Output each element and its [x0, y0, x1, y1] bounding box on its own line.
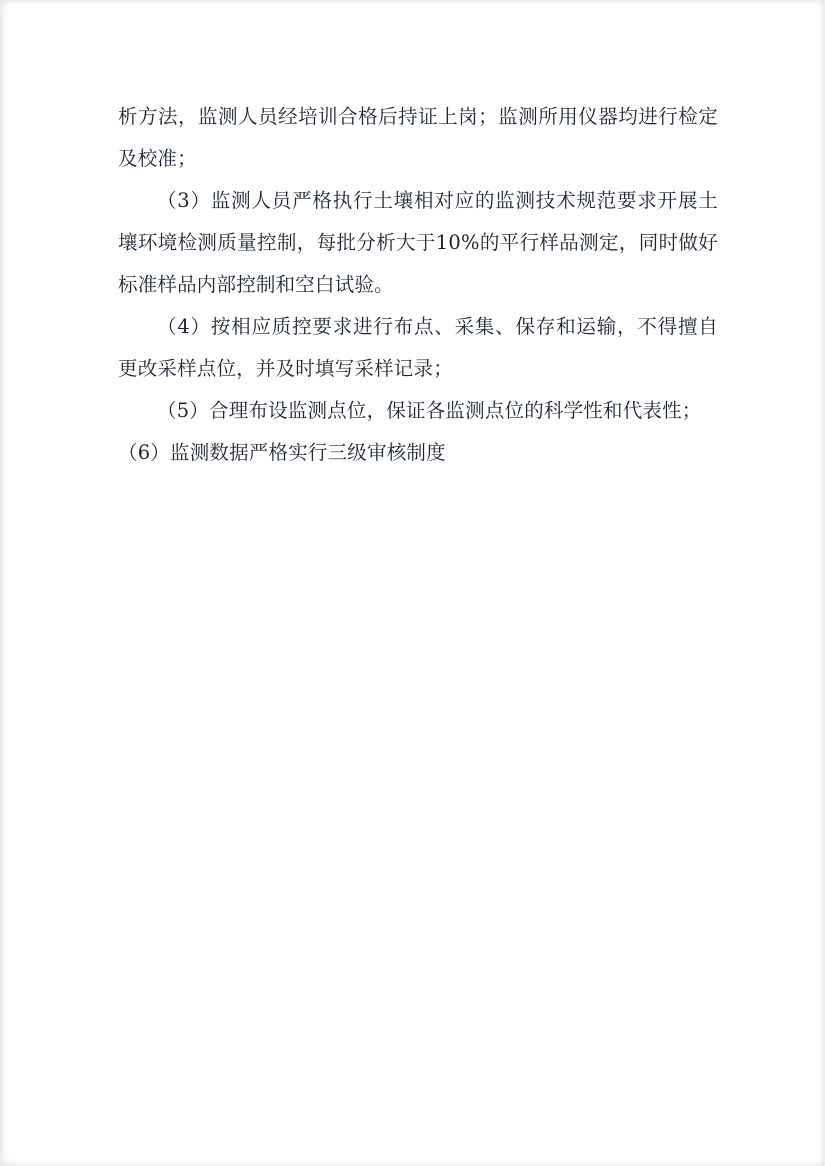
paragraph-item-6: （6）监测数据严格实行三级审核制度	[118, 441, 446, 464]
page-text-body	[118, 96, 718, 474]
paragraph-item-5: （5）合理布设监测点位，保证各监测点位的科学性和代表性；	[157, 399, 702, 422]
paragraph-item-3: （3）监测人员严格执行土壤相对应的监测技术规范要求开展土壤环境检测质量控制，每批分析大于10%的平行样品测定，同时做好标准样品内部控制和空白试验。	[118, 189, 718, 296]
paragraph-item-4: （4）按相应质控要求进行布点、采集、保存和运输，不得擅自更改采样点位，并及时填写采样记录；	[118, 315, 718, 380]
paragraph-continuation: 析方法，监测人员经培训合格后持证上岗；监测所用仪器均进行检定及校准；	[118, 105, 718, 170]
